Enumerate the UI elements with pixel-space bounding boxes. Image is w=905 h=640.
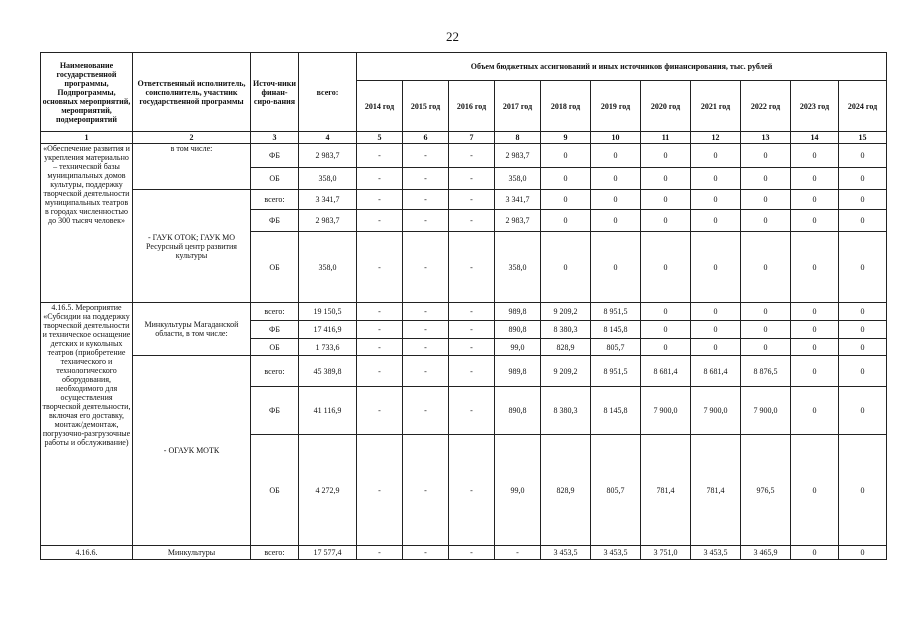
source-cell: ФБ	[251, 210, 299, 232]
value-cell: 805,7	[591, 435, 641, 546]
value-cell: -	[449, 144, 495, 168]
year-cell: 2020 год	[641, 81, 691, 132]
value-cell: 0	[839, 210, 887, 232]
value-cell: 805,7	[591, 339, 641, 356]
value-cell: -	[403, 232, 449, 303]
value-cell: -	[403, 168, 449, 190]
value-cell: 0	[839, 356, 887, 387]
value-cell: 4 272,9	[299, 435, 357, 546]
value-cell: 3 453,5	[691, 546, 741, 560]
value-cell: 0	[691, 168, 741, 190]
value-cell: 2 983,7	[495, 144, 541, 168]
value-cell: 989,8	[495, 356, 541, 387]
header-executor: Ответственный исполнитель, соисполнитель, участник государственной программы	[133, 53, 251, 132]
value-cell: 0	[691, 144, 741, 168]
value-cell: 8 681,4	[691, 356, 741, 387]
value-cell: -	[403, 144, 449, 168]
source-cell: всего:	[251, 546, 299, 560]
value-cell: 0	[791, 232, 839, 303]
value-cell: 358,0	[299, 232, 357, 303]
year-cell: 2015 год	[403, 81, 449, 132]
value-cell: -	[449, 168, 495, 190]
value-cell: 0	[839, 339, 887, 356]
value-cell: 0	[641, 210, 691, 232]
value-cell: -	[449, 356, 495, 387]
value-cell: 41 116,9	[299, 387, 357, 435]
value-cell: 0	[741, 210, 791, 232]
value-cell: 0	[839, 387, 887, 435]
value-cell: 9 209,2	[541, 303, 591, 321]
source-cell: ФБ	[251, 144, 299, 168]
year-cell: 2024 год	[839, 81, 887, 132]
value-cell: 0	[691, 303, 741, 321]
value-cell: 0	[791, 144, 839, 168]
col-number: 1	[41, 132, 133, 144]
value-cell: -	[449, 339, 495, 356]
value-cell: 358,0	[495, 232, 541, 303]
value-cell: 828,9	[541, 435, 591, 546]
program-name: 4.16.6.	[41, 546, 133, 560]
value-cell: 0	[741, 190, 791, 210]
value-cell: 989,8	[495, 303, 541, 321]
value-cell: 0	[591, 144, 641, 168]
value-cell: -	[357, 546, 403, 560]
header-total: всего:	[299, 53, 357, 132]
value-cell: 7 900,0	[741, 387, 791, 435]
col-number: 5	[357, 132, 403, 144]
year-cell: 2022 год	[741, 81, 791, 132]
value-cell: 0	[641, 190, 691, 210]
value-cell: 0	[691, 339, 741, 356]
year-cell: 2021 год	[691, 81, 741, 132]
value-cell: 8 681,4	[641, 356, 691, 387]
col-number: 15	[839, 132, 887, 144]
page-number: 22	[446, 29, 459, 44]
value-cell: 8 145,8	[591, 387, 641, 435]
value-cell: 0	[791, 190, 839, 210]
value-cell: 0	[691, 232, 741, 303]
value-cell: 0	[741, 168, 791, 190]
value-cell: 0	[591, 232, 641, 303]
col-number: 10	[591, 132, 641, 144]
value-cell: 0	[839, 144, 887, 168]
value-cell: 0	[641, 339, 691, 356]
value-cell: 3 341,7	[299, 190, 357, 210]
value-cell: 0	[741, 303, 791, 321]
executor: Минкультуры Магаданской области, в том числе:	[133, 303, 251, 356]
source-cell: ОБ	[251, 232, 299, 303]
value-cell: 0	[839, 321, 887, 339]
value-cell: 9 209,2	[541, 356, 591, 387]
value-cell: 0	[741, 144, 791, 168]
value-cell: -	[449, 387, 495, 435]
value-cell: 0	[641, 168, 691, 190]
value-cell: -	[449, 232, 495, 303]
value-cell: -	[357, 232, 403, 303]
value-cell: 0	[541, 232, 591, 303]
value-cell: 0	[839, 435, 887, 546]
value-cell: 3 465,9	[741, 546, 791, 560]
value-cell: 0	[791, 210, 839, 232]
col-number: 2	[133, 132, 251, 144]
value-cell: -	[403, 435, 449, 546]
value-cell: 828,9	[541, 339, 591, 356]
value-cell: -	[357, 210, 403, 232]
value-cell: 0	[791, 356, 839, 387]
value-cell: -	[357, 303, 403, 321]
value-cell: 0	[791, 168, 839, 190]
value-cell: 2 983,7	[495, 210, 541, 232]
value-cell: 3 751,0	[641, 546, 691, 560]
value-cell: -	[357, 168, 403, 190]
value-cell: 8 951,5	[591, 303, 641, 321]
header-funding: Объем бюджетных ассигнований и иных источников финансирования, тыс. рублей	[357, 53, 887, 81]
value-cell: 0	[791, 339, 839, 356]
value-cell: 890,8	[495, 387, 541, 435]
value-cell: 0	[541, 210, 591, 232]
col-number: 13	[741, 132, 791, 144]
value-cell: 45 389,8	[299, 356, 357, 387]
year-cell: 2019 год	[591, 81, 641, 132]
value-cell: -	[449, 303, 495, 321]
value-cell: 0	[691, 321, 741, 339]
source-cell: всего:	[251, 190, 299, 210]
value-cell: -	[357, 144, 403, 168]
value-cell: -	[357, 387, 403, 435]
value-cell: 781,4	[641, 435, 691, 546]
budget-table	[40, 52, 887, 560]
year-cell: 2018 год	[541, 81, 591, 132]
value-cell: 8 145,8	[591, 321, 641, 339]
executor: - ОГАУК МОТК	[133, 356, 251, 546]
col-number: 8	[495, 132, 541, 144]
value-cell: 8 951,5	[591, 356, 641, 387]
value-cell: 8 876,5	[741, 356, 791, 387]
value-cell: 17 416,9	[299, 321, 357, 339]
col-number: 7	[449, 132, 495, 144]
value-cell: -	[449, 210, 495, 232]
value-cell: 99,0	[495, 339, 541, 356]
year-cell: 2014 год	[357, 81, 403, 132]
col-number: 6	[403, 132, 449, 144]
col-number: 14	[791, 132, 839, 144]
col-number: 12	[691, 132, 741, 144]
value-cell: 0	[839, 168, 887, 190]
value-cell: 0	[641, 144, 691, 168]
value-cell: -	[403, 546, 449, 560]
value-cell: 0	[791, 546, 839, 560]
value-cell: -	[449, 321, 495, 339]
value-cell: -	[403, 387, 449, 435]
value-cell: -	[357, 356, 403, 387]
value-cell: 0	[839, 190, 887, 210]
source-cell: ОБ	[251, 168, 299, 190]
col-number: 4	[299, 132, 357, 144]
source-cell: ОБ	[251, 339, 299, 356]
year-cell: 2023 год	[791, 81, 839, 132]
value-cell: 0	[591, 168, 641, 190]
value-cell: 0	[741, 339, 791, 356]
value-cell: 1 733,6	[299, 339, 357, 356]
value-cell: -	[357, 435, 403, 546]
source-cell: всего:	[251, 356, 299, 387]
value-cell: -	[403, 190, 449, 210]
col-number: 3	[251, 132, 299, 144]
value-cell: -	[357, 321, 403, 339]
value-cell: 19 150,5	[299, 303, 357, 321]
value-cell: 3 453,5	[591, 546, 641, 560]
value-cell: 8 380,3	[541, 321, 591, 339]
value-cell: 0	[641, 321, 691, 339]
value-cell: -	[403, 321, 449, 339]
value-cell: -	[403, 210, 449, 232]
source-cell: ОБ	[251, 435, 299, 546]
value-cell: 0	[691, 190, 741, 210]
executor: - ГАУК ОТОК; ГАУК МО Ресурсный центр развития культуры	[133, 190, 251, 303]
source-cell: ФБ	[251, 387, 299, 435]
value-cell: -	[449, 190, 495, 210]
value-cell: 358,0	[495, 168, 541, 190]
value-cell: 0	[791, 387, 839, 435]
value-cell: 976,5	[741, 435, 791, 546]
value-cell: 0	[591, 210, 641, 232]
value-cell: 0	[791, 321, 839, 339]
value-cell: 17 577,4	[299, 546, 357, 560]
col-number: 9	[541, 132, 591, 144]
value-cell: -	[449, 435, 495, 546]
value-cell: 0	[591, 190, 641, 210]
value-cell: 0	[839, 303, 887, 321]
value-cell: 890,8	[495, 321, 541, 339]
source-cell: ФБ	[251, 321, 299, 339]
source-cell: всего:	[251, 303, 299, 321]
value-cell: 0	[839, 546, 887, 560]
value-cell: -	[357, 339, 403, 356]
value-cell: -	[403, 339, 449, 356]
value-cell: 3 341,7	[495, 190, 541, 210]
value-cell: -	[403, 303, 449, 321]
col-number: 11	[641, 132, 691, 144]
value-cell: 2 983,7	[299, 210, 357, 232]
year-cell: 2017 год	[495, 81, 541, 132]
value-cell: 0	[641, 303, 691, 321]
value-cell: 0	[541, 190, 591, 210]
program-name: 4.16.5. Мероприятие «Субсидии на поддержку творческой деятельности и техническое оснащение детских и кукольных театров (приобретение технического и технологического оборудования, необходимого для осуществления творческой деятельности, включая его доставку, монтаж/демонтаж, погрузочно-разгрузочные работы и обслуживание)	[41, 303, 133, 546]
value-cell: 0	[741, 321, 791, 339]
value-cell: 0	[541, 144, 591, 168]
value-cell: 2 983,7	[299, 144, 357, 168]
year-cell: 2016 год	[449, 81, 495, 132]
value-cell: -	[403, 356, 449, 387]
header-source: Источ-ники финан-сиро-вания	[251, 53, 299, 132]
value-cell: 781,4	[691, 435, 741, 546]
value-cell: 0	[791, 303, 839, 321]
value-cell: 0	[541, 168, 591, 190]
value-cell: 0	[691, 210, 741, 232]
value-cell: 0	[839, 232, 887, 303]
executor: в том числе:	[133, 144, 251, 190]
header-name: Наименование государственной программы, Подпрограммы, основных мероприятий, мероприятий, подмероприятий	[41, 53, 133, 132]
value-cell: 0	[641, 232, 691, 303]
value-cell: 358,0	[299, 168, 357, 190]
value-cell: 0	[791, 435, 839, 546]
value-cell: 7 900,0	[641, 387, 691, 435]
program-name: «Обеспечение развития и укрепления материально – технической базы муниципальных домов культуры, поддержку творческой деятельности муниципальных театров в городах численностью до 300 тысяч человек»	[41, 144, 133, 303]
value-cell: -	[449, 546, 495, 560]
value-cell: -	[357, 190, 403, 210]
value-cell: 0	[741, 232, 791, 303]
value-cell: 3 453,5	[541, 546, 591, 560]
value-cell: -	[495, 546, 541, 560]
value-cell: 99,0	[495, 435, 541, 546]
value-cell: 8 380,3	[541, 387, 591, 435]
executor: Минкультуры	[133, 546, 251, 560]
value-cell: 7 900,0	[691, 387, 741, 435]
